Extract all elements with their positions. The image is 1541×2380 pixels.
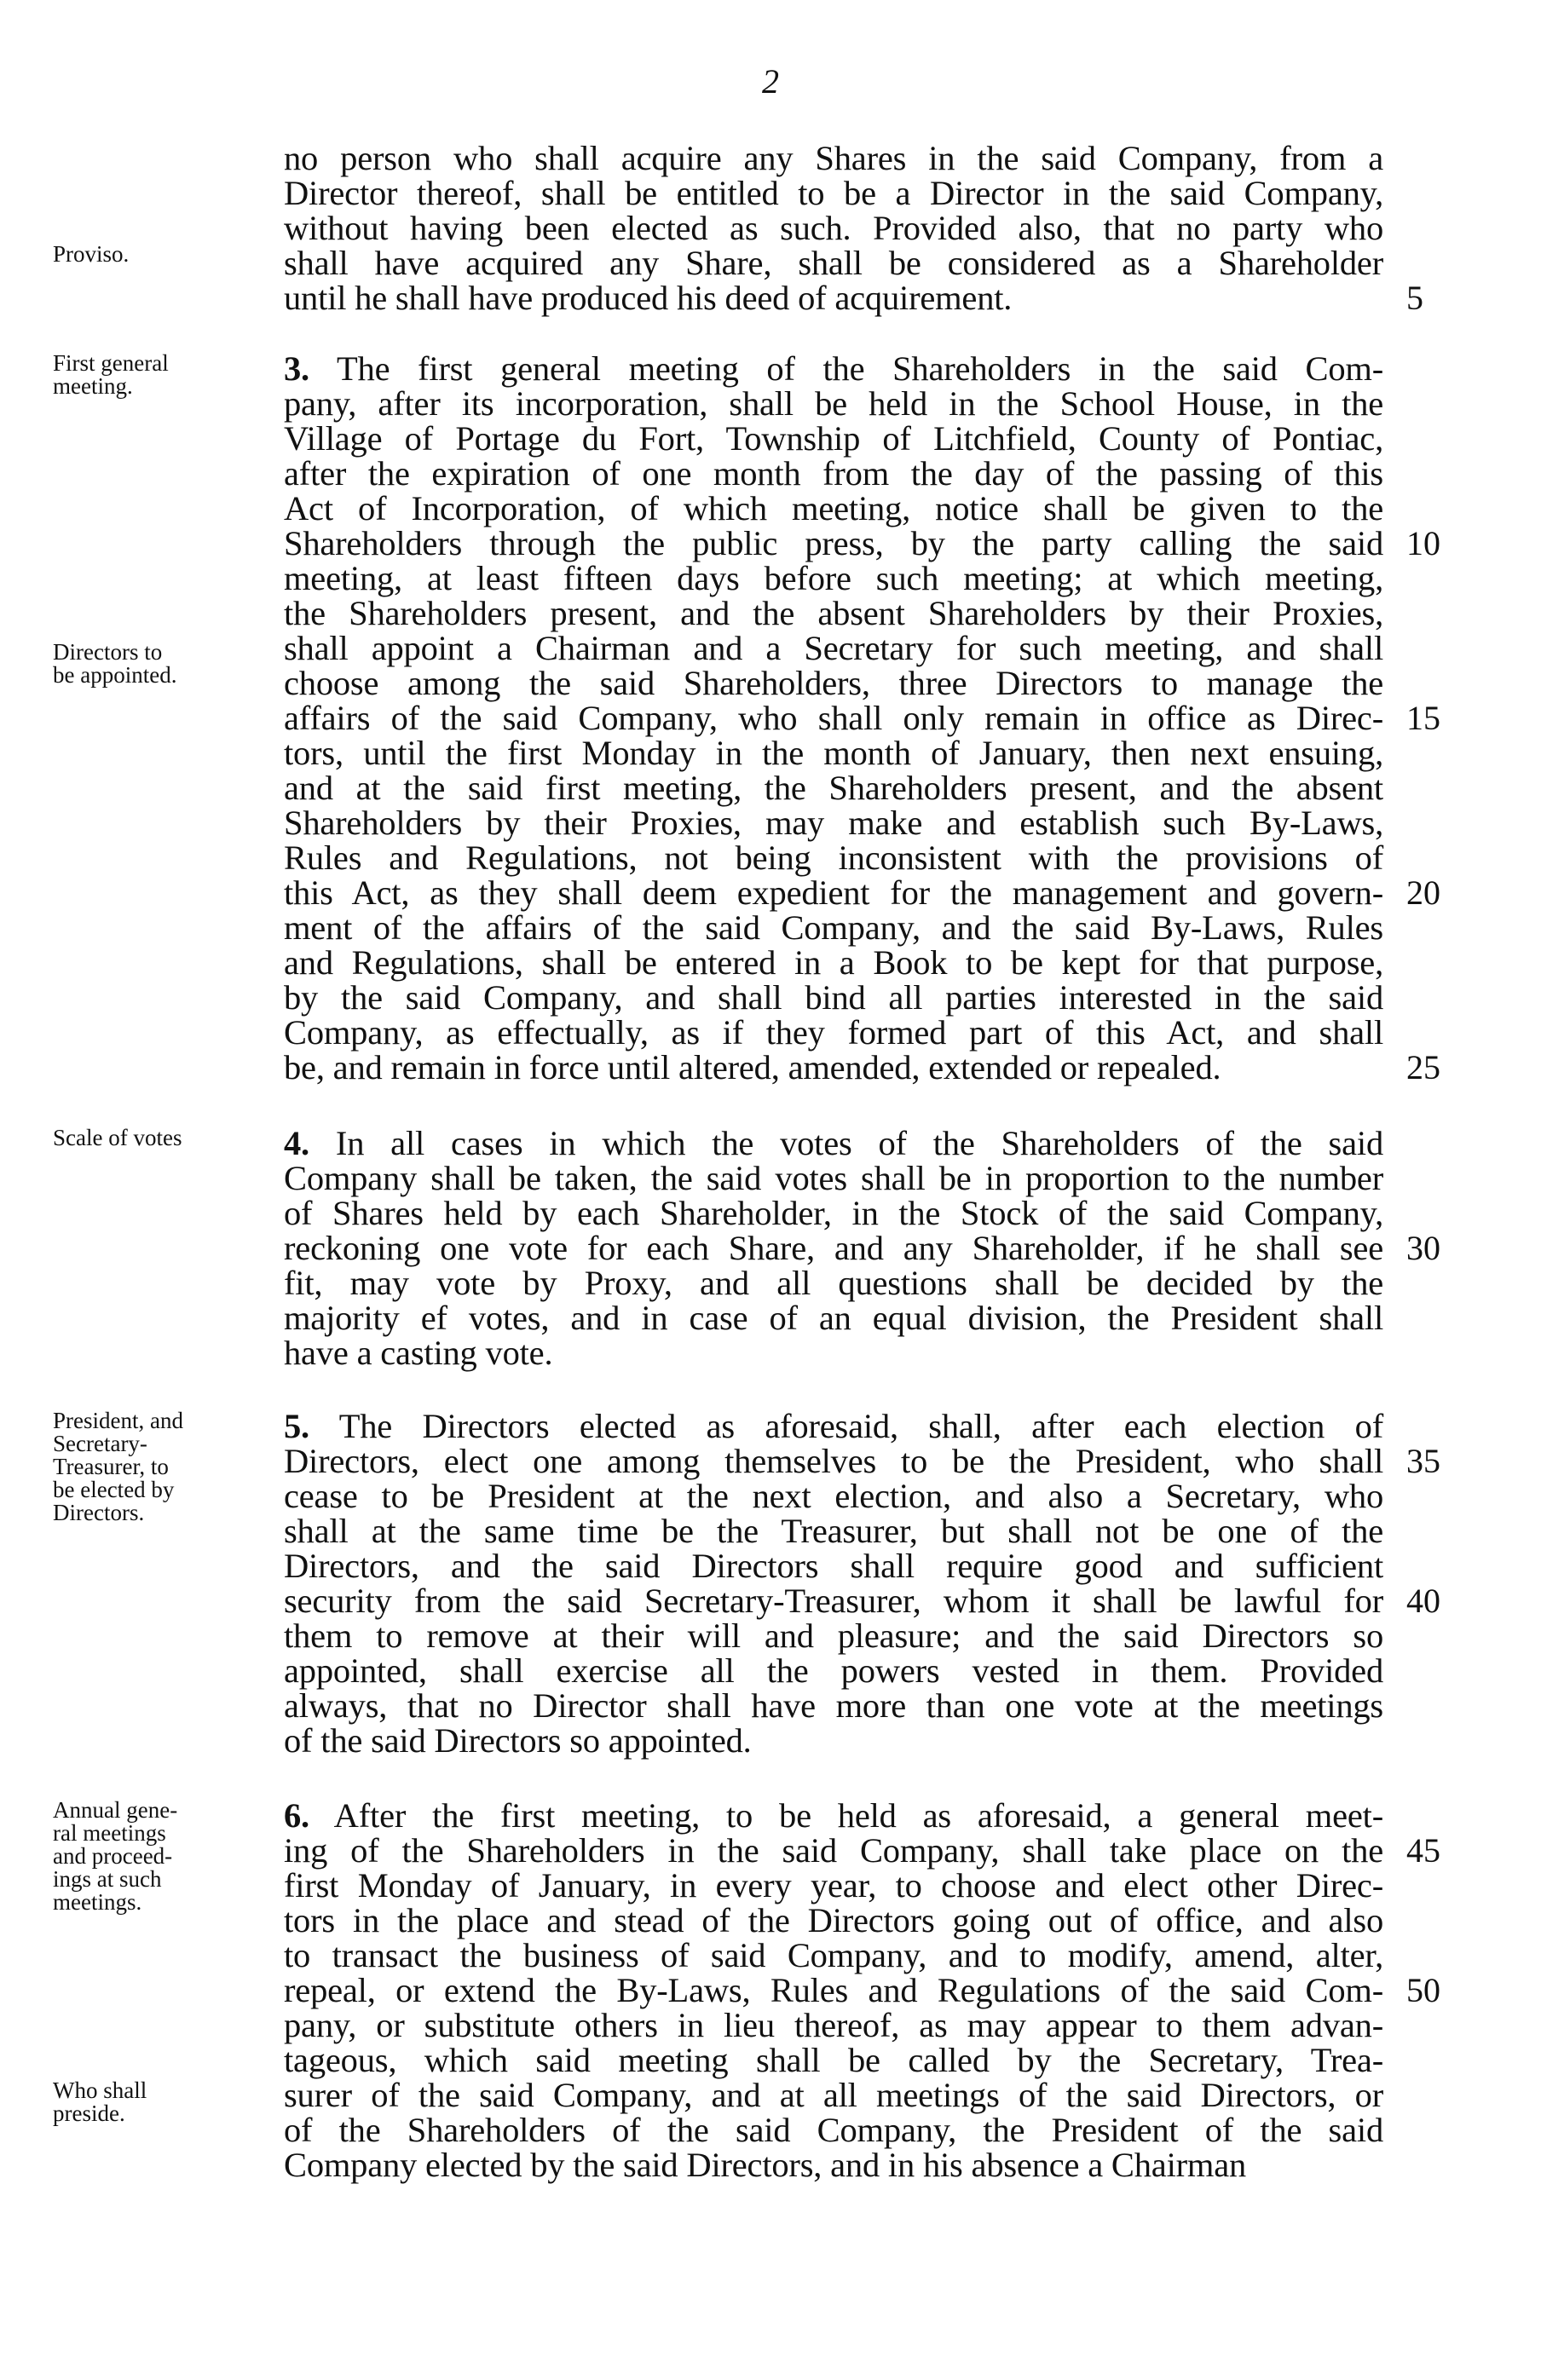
text-line: and Regulations, shall be entered in a Book to be kept for that purpose, [284, 943, 1383, 982]
text-line: Shareholders through the public press, by the party calling the said [284, 524, 1383, 562]
text-line: ing of the Shareholders in the said Company, shall take place on the [284, 1831, 1383, 1870]
text-line: ment of the affairs of the said Company, and the said By-Laws, Rules [284, 908, 1383, 947]
line-number: 25 [1406, 1048, 1440, 1086]
margin-note-line: First general [53, 350, 169, 376]
margin-note-line: Treasurer, to [53, 1454, 169, 1479]
line-number: 15 [1406, 699, 1440, 737]
page-number: 2 [762, 62, 779, 101]
text-line: surer of the said Company, and at all meetings of the said Directors, or [284, 2076, 1383, 2114]
margin-note [53, 2079, 274, 2125]
text-line: shall at the same time be the Treasurer, but shall not be one of the [284, 1512, 1383, 1550]
text-line: appointed, shall exercise all the powers vested in them. Provided [284, 1651, 1383, 1690]
margin-note [53, 641, 274, 687]
margin-note-line: Scale of votes [53, 1125, 182, 1150]
text-line-content: After the first meeting, to be held as aforesaid, a general meet- [309, 1796, 1383, 1835]
margin-note-line: President, and [53, 1408, 183, 1433]
text-line: of Shares held by each Shareholder, in the Stock of the said Company, [284, 1194, 1383, 1232]
text-line: Company elected by the said Directors, and in his absence a Chairman [284, 2146, 1247, 2184]
margin-note [53, 1127, 274, 1150]
text-line: of the Shareholders of the said Company, the President of the said [284, 2111, 1383, 2149]
text-line: always, that no Director shall have more than one vote at the meetings [284, 1686, 1383, 1725]
text-line: no person who shall acquire any Shares in the said Company, from a [284, 139, 1383, 177]
text-line [284, 349, 1383, 388]
text-line: Company shall be taken, the said votes shall be in proportion to the number [284, 1159, 1383, 1197]
margin-note [53, 1409, 274, 1524]
margin-note-line: be appointed. [53, 662, 177, 688]
text-line: reckoning one vote for each Share, and any Shareholder, if he shall see [284, 1229, 1383, 1267]
text-line: Directors, elect one among themselves to be the President, who shall [284, 1442, 1383, 1480]
text-line: choose among the said Shareholders, three Directors to manage the [284, 664, 1383, 702]
margin-note [53, 1799, 274, 1914]
margin-note-line: Directors to [53, 639, 163, 665]
text-line: by the said Company, and shall bind all parties interested in the said [284, 978, 1383, 1017]
text-line: security from the said Secretary-Treasurer, whom it shall be lawful for [284, 1582, 1383, 1620]
line-number: 5 [1406, 279, 1423, 317]
section-number: 6. [284, 1796, 309, 1835]
text-line: fit, may vote by Proxy, and all questions shall be decided by the [284, 1264, 1383, 1302]
text-line: Shareholders by their Proxies, may make and establish such By-Laws, [284, 804, 1383, 842]
line-number: 35 [1406, 1442, 1440, 1480]
margin-note-line: Who shall [53, 2077, 147, 2103]
text-line: of the said Directors so appointed. [284, 1721, 752, 1760]
margin-note [53, 243, 274, 266]
text-line: Company, as effectually, as if they formed part of this Act, and shall [284, 1013, 1383, 1052]
text-line: have a casting vote. [284, 1334, 553, 1372]
text-line: to transact the business of said Company, and to modify, amend, alter, [284, 1936, 1383, 1974]
text-line: tageous, which said meeting shall be called by the Secretary, Trea- [284, 2041, 1383, 2079]
text-line: tors, until the first Monday in the month of January, then next ensuing, [284, 734, 1383, 772]
margin-note-line: be elected by [53, 1477, 175, 1502]
text-line: Village of Portage du Fort, Township of Litchfield, County of Pontiac, [284, 419, 1383, 458]
margin-note-line: Annual gene- [53, 1797, 178, 1823]
text-line: them to remove at their will and pleasure; and the said Directors so [284, 1616, 1383, 1655]
margin-note-line: ral meetings [53, 1820, 166, 1846]
text-line: majority ef votes, and in case of an equal division, the President shall [284, 1299, 1383, 1337]
text-line: first Monday of January, in every year, to choose and elect other Direc- [284, 1866, 1383, 1905]
margin-note-line: Proviso. [53, 241, 130, 267]
text-line-content: The first general meeting of the Shareholders in the said Com- [309, 349, 1383, 388]
text-line: shall appoint a Chairman and a Secretary for such meeting, and shall [284, 629, 1383, 667]
section-number: 4. [284, 1124, 309, 1162]
line-number: 45 [1406, 1831, 1440, 1870]
text-line: Rules and Regulations, not being inconsistent with the provisions of [284, 838, 1383, 877]
text-line [284, 1124, 1383, 1162]
text-line-content: In all cases in which the votes of the Shareholders of the said [309, 1124, 1383, 1162]
margin-note-line: preside. [53, 2101, 125, 2126]
text-line: and at the said first meeting, the Shareholders present, and the absent [284, 769, 1383, 807]
line-number: 20 [1406, 873, 1440, 912]
margin-note-line: Secretary- [53, 1431, 147, 1456]
text-line: affairs of the said Company, who shall only remain in office as Direc- [284, 699, 1383, 737]
text-line: Director thereof, shall be entitled to be a Director in the said Company, [284, 174, 1383, 212]
line-number: 50 [1406, 1971, 1440, 2009]
text-line: shall have acquired any Share, shall be considered as a Shareholder [284, 244, 1383, 282]
text-line: Directors, and the said Directors shall require good and sufficient [284, 1547, 1383, 1585]
text-line: meeting, at least fifteen days before such meeting; at which meeting, [284, 559, 1383, 597]
margin-note-line: and proceed- [53, 1843, 173, 1869]
margin-note-line: ings at such [53, 1866, 162, 1892]
text-line: this Act, as they shall deem expedient for the management and govern- [284, 873, 1383, 912]
text-line: pany, after its incorporation, shall be held in the School House, in the [284, 384, 1383, 423]
section-number: 5. [284, 1407, 309, 1445]
text-line [284, 1409, 1383, 1444]
margin-note-line: meetings. [53, 1889, 142, 1915]
section-number: 3. [284, 349, 309, 388]
margin-note [53, 352, 274, 398]
text-line: tors in the place and stead of the Directors going out of office, and also [284, 1901, 1383, 1939]
text-line: repeal, or extend the By-Laws, Rules and Regulations of the said Com- [284, 1971, 1383, 2009]
text-line: cease to be President at the next election, and also a Secretary, who [284, 1477, 1383, 1515]
text-line: Act of Incorporation, of which meeting, notice shall be given to the [284, 489, 1383, 527]
text-line: without having been elected as such. Provided also, that no party who [284, 209, 1383, 247]
text-line-content: The Directors elected as aforesaid, shall, after each election of [309, 1407, 1383, 1445]
text-line: pany, or substitute others in lieu thereof, as may appear to them advan- [284, 2006, 1383, 2044]
margin-note-line: meeting. [53, 373, 133, 399]
text-line: the Shareholders present, and the absent Shareholders by their Proxies, [284, 594, 1383, 632]
margin-note-line: Directors. [53, 1500, 145, 1525]
text-line: after the expiration of one month from the day of the passing of this [284, 454, 1383, 493]
line-number: 30 [1406, 1229, 1440, 1267]
text-line: be, and remain in force until altered, amended, extended or repealed. [284, 1048, 1221, 1086]
line-number: 40 [1406, 1582, 1440, 1620]
text-line [284, 1796, 1383, 1835]
text-line: until he shall have produced his deed of acquirement. [284, 279, 1013, 317]
line-number: 10 [1406, 524, 1440, 562]
